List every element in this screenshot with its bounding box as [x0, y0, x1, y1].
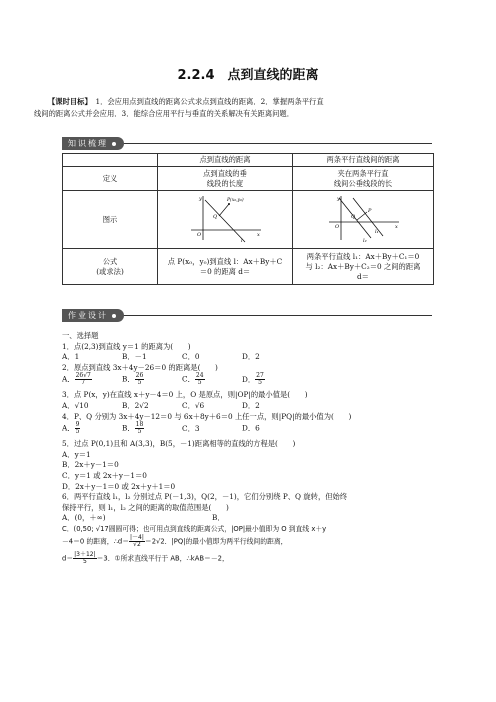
part-heading: 一、选择题 [62, 331, 99, 340]
fig1-label-x: x [257, 232, 260, 238]
q5-option-c: C．y＝1 或 2x＋y－1＝0 [62, 470, 147, 480]
q6-solution-fraction-2 [73, 552, 97, 565]
q2-option-a [62, 373, 122, 386]
q1-options [62, 352, 452, 363]
definition-parallel [293, 167, 434, 191]
figure-point-line-cell [158, 191, 293, 249]
q3-options [62, 401, 452, 412]
q1-option-b: B．－1 [122, 352, 147, 362]
q4-option-b [122, 422, 182, 435]
q6-solution-3a: d＝ [62, 554, 74, 562]
q2-stem: 2．原点到直线 3x＋4y－26＝0 的距离是( ) [62, 362, 218, 372]
q4-stem: 4．P、Q 分别为 3x＋4y－12＝0 与 6x＋8y＋6＝0 上任一点，则|PQ|的最小值为( ) [62, 411, 352, 421]
q2-option-b [122, 373, 182, 386]
row-label-definition: 定义 [63, 167, 158, 191]
q4-option-a [62, 422, 122, 435]
q3-stem: 3．点 P(x，y)在直线 x＋y－4＝0 上，O 是原点，则|OP|的最小值是( ) [62, 390, 308, 400]
table-header-point-line: 点到直线的距离 [158, 154, 293, 167]
q3-option-c: C．√6 [182, 400, 205, 410]
fig1-label-p: P(x₀,y₀) [227, 198, 244, 203]
q4-options [62, 422, 452, 439]
q6-option-b: B． [212, 513, 225, 523]
q6-option-c-line1: C．(0,50; √17圆圆可得；也可用点到直线的距离公式，|OP|最小值即为 O 到直线 x＋y [62, 524, 327, 533]
q6-frac2-numerator: |3＋12| [74, 550, 96, 558]
q2-c-denominator: 5 [197, 379, 202, 387]
fig2-label-p: P [368, 208, 372, 214]
q2-option-d-label: D． [242, 374, 256, 384]
q6-stem-2: 保持平行，则 l₁，l₂ 之间的距离的取值范围是( ) [62, 502, 229, 512]
fig1-label-o: O [197, 232, 202, 238]
q6-solution-line3 [62, 552, 452, 569]
section-header-text: 知识梳理 [68, 139, 108, 148]
q5-option-d: D．2x＋y－1＝0 或 2x＋y＋1＝0 [62, 481, 176, 491]
q4-option-a-label: A． [62, 423, 75, 433]
row-label-figure: 图示 [63, 191, 158, 249]
q1-option-d: D．2 [242, 352, 260, 362]
q2-fraction-c [195, 373, 205, 386]
q2-fraction-b [135, 373, 145, 386]
q4-fraction-b [135, 422, 145, 435]
fig2-label-l2: l₂ [363, 238, 367, 244]
goal-label: 【课时目标】 [48, 97, 89, 106]
fig1-label-l: l [241, 238, 243, 244]
q4-option-d: D．6 [242, 423, 260, 433]
bullet-icon [112, 142, 116, 146]
q4-b-denominator: 5 [137, 428, 142, 436]
row-label-formula [63, 249, 158, 285]
q6-option-a: A．(0，＋∞) [62, 513, 106, 523]
q1-stem: 1．点(2,3)到直线 y＝1 的距离为( ) [62, 341, 191, 351]
formula-point-line-a: 点 P(x₀，y₀)到直线 l：Ax＋By＋C [167, 256, 283, 266]
table-header-parallel-lines: 两条平行直线间的距离 [293, 154, 434, 167]
q2-d-numerator: 27 [256, 372, 264, 380]
point-line-diagram [185, 192, 265, 244]
formula-point-line [158, 249, 293, 285]
perpendicular-segment [357, 212, 367, 220]
q6-options-ab [62, 513, 452, 524]
q6-frac2-denominator: 5 [82, 557, 87, 565]
lesson-goal [34, 96, 466, 120]
q2-c-numerator: 24 [195, 372, 204, 380]
fig2-label-q: Q [351, 214, 356, 220]
definition-point-line [158, 167, 293, 191]
knowledge-table [62, 153, 434, 285]
q2-b-numerator: 26 [135, 372, 144, 380]
fig1-label-y: y [199, 196, 202, 202]
q2-fraction-d [255, 373, 265, 386]
q2-b-denominator: 5 [137, 379, 142, 387]
q5-stem: 5．过点 P(0,1)且和 A(3,3)，B(5，－1)距离相等的直线的方程是( ) [62, 439, 296, 449]
q2-option-b-label: B． [122, 374, 135, 384]
q2-d-denominator: 5 [258, 379, 262, 387]
q2-option-d [242, 372, 265, 387]
definition-parallel-b: 线间公垂线段的长 [333, 178, 393, 188]
q6-solution-fraction-1 [129, 535, 145, 548]
perpendicular-segment [219, 204, 229, 216]
section-header-homework [62, 309, 124, 322]
fig2-label-y: y [337, 196, 340, 202]
table-corner [63, 154, 158, 167]
q1-option-a: A．1 [62, 352, 80, 362]
q6-frac1-denominator: √2 [133, 540, 141, 548]
point-p [228, 203, 230, 205]
formula-parallel [293, 249, 434, 285]
q4-fraction-a [75, 422, 81, 435]
formula-parallel-c: d＝ [357, 271, 369, 281]
definition-point-line-a: 点到直线的垂 [203, 168, 247, 178]
q4-a-denominator: 5 [75, 428, 80, 436]
q2-option-c [182, 373, 242, 386]
q5-option-b: B．2x＋y－1＝0 [62, 460, 119, 470]
q3-option-d: D．2 [242, 400, 260, 410]
q6-solution-2b: ＝2√2．|PQ|的最小值即为两平行线间的距离， [144, 537, 288, 545]
q2-fraction-a [75, 373, 92, 386]
q2-a-numerator: 26√7 [75, 372, 91, 380]
definition-point-line-b: 线段的长度 [206, 178, 244, 188]
fig2-label-x: x [395, 224, 398, 230]
q6-stem-1: 6．两平行直线 l₁，l₂ 分别过点 P(－1,3)，Q(2，－1)，它们分别绕 P、Q 旋转，但始终 [62, 492, 348, 502]
q6-solution-2a: －4＝0 的距离，∴d＝ [62, 537, 130, 545]
goal-text-1: 1．会应用点到直线的距离公式求点到直线的距离．2．掌握两条平行直 [95, 97, 324, 106]
parallel-lines-diagram [323, 192, 403, 244]
q4-b-numerator: 18 [135, 421, 144, 429]
q2-option-c-label: C． [182, 374, 195, 384]
section-header-text: 作业设计 [68, 311, 108, 320]
page-title: 2.2.4 点到直线的距离 [177, 68, 319, 83]
q6-solution-3b: ＝3．①所求直线平行于 AB，∴kAB＝－2， [96, 554, 229, 562]
formula-parallel-b: 与 l₂：Ax＋By＋C₂＝0 之间的距离 [305, 261, 421, 271]
q2-options [62, 373, 452, 390]
section-header-knowledge [62, 137, 124, 150]
formula-parallel-a: 两条平行直线 l₁：Ax＋By＋C₁＝0 [306, 251, 420, 261]
q2-option-a-label: A． [62, 374, 75, 384]
q6-frac1-numerator: |－4| [130, 533, 144, 541]
fig2-label-o: O [335, 224, 340, 230]
q6-solution-line2 [62, 535, 452, 552]
q4-a-numerator: 9 [75, 421, 80, 429]
q1-option-c: C．0 [182, 352, 200, 362]
fig1-label-q: Q [213, 214, 218, 220]
formula-label-a: 公式 [102, 256, 118, 266]
definition-parallel-a: 夹在两条平行直 [337, 168, 389, 178]
formula-point-line-b: ＝0 的距离 d＝ [199, 266, 251, 276]
q5-option-a: A．y＝1 [62, 449, 91, 459]
line-l [205, 200, 245, 242]
q3-option-b: B．2√2 [122, 400, 149, 410]
question-list [62, 331, 452, 569]
figure-parallel-cell [293, 191, 434, 249]
q4-option-b-label: B． [122, 423, 135, 433]
goal-text-2: 线间的距离公式并会应用．3．能综合应用平行与垂直的关系解决有关距离问题． [34, 109, 295, 118]
q2-a-denominator: 7 [81, 379, 86, 387]
q4-option-c: C．3 [182, 423, 200, 433]
bullet-icon [112, 314, 116, 318]
fig2-label-l1: l₁ [375, 229, 379, 235]
q3-option-a: A．√10 [62, 400, 89, 410]
formula-label-b: (或求法) [96, 266, 124, 276]
